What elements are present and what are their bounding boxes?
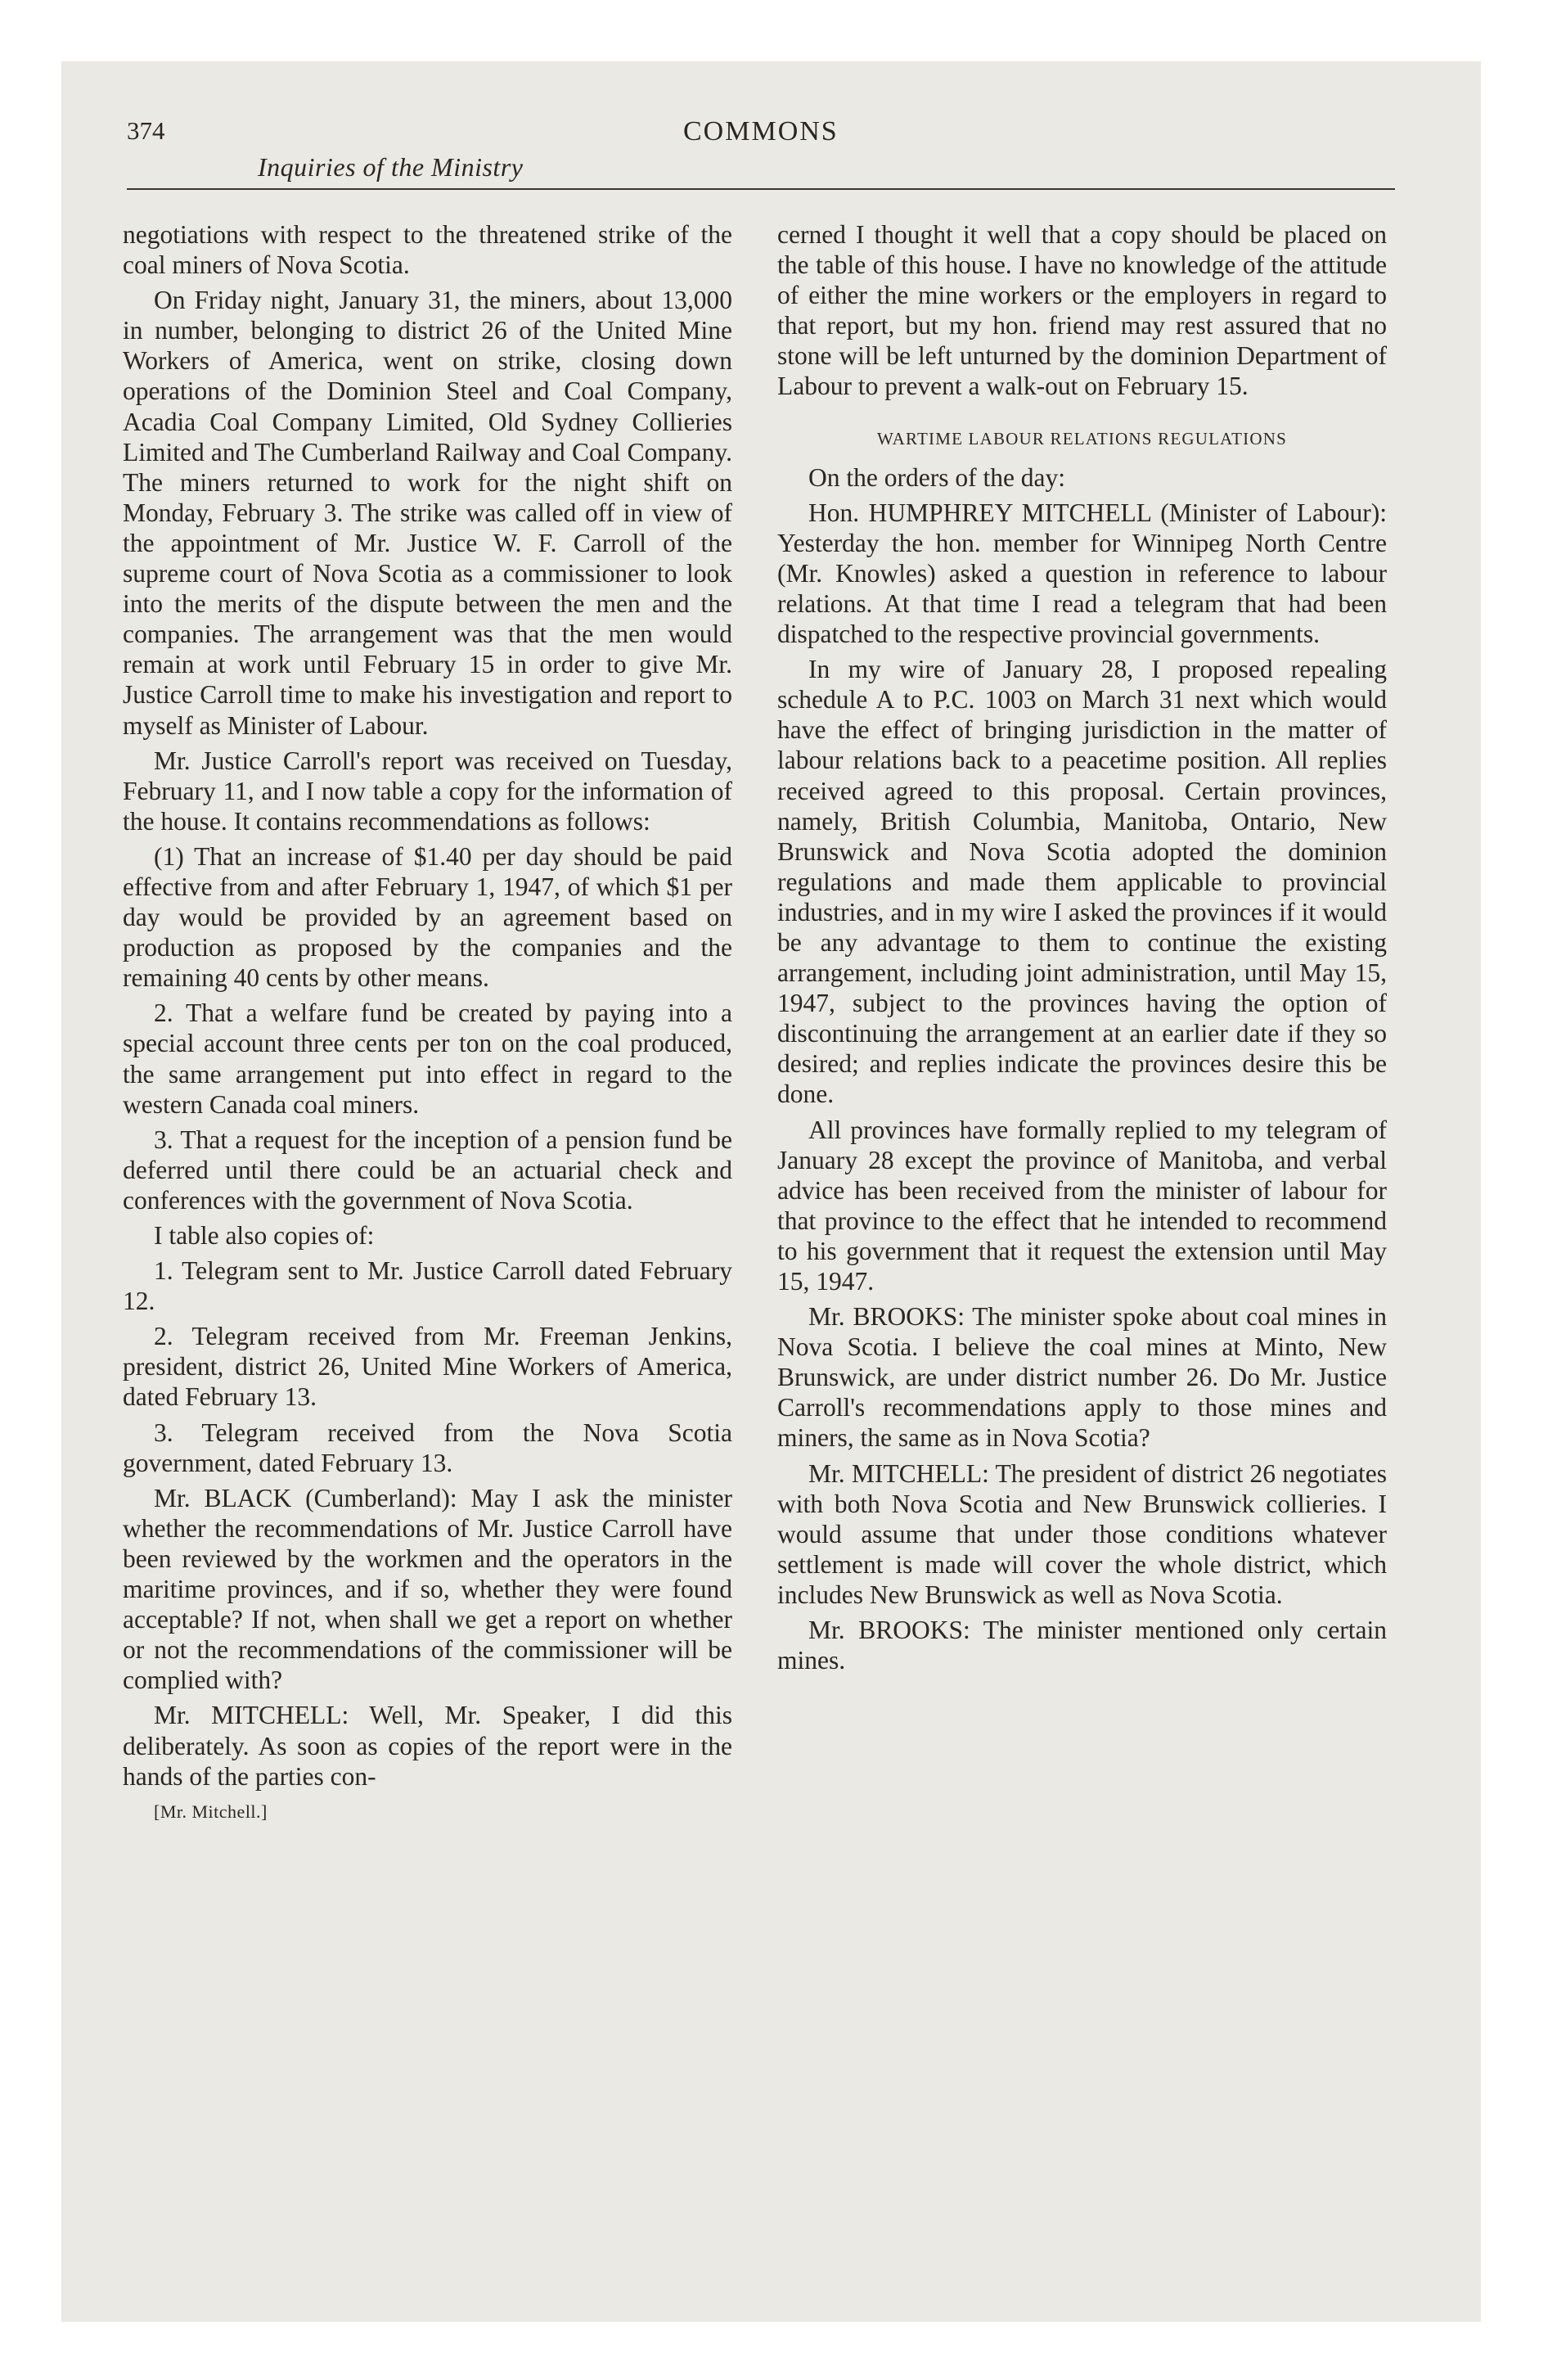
- paragraph: On Friday night, January 31, the miners, about 13,000 in number, belonging to district 26 of the United Mine Workers of America, went on strike, closing down operations of the Dominion Steel and Coal Company, Acadia Coal Company Limited, Old Sydney Collieries Limited and The Cumberland Railway and Coal Company. The miners returned to work for the night shift on Monday, February 3. The strike was called off in view of the appointment of Mr. Justice W. F. Carroll of the supreme court of Nova Scotia as a commissioner to look into the merits of the dispute between the men and the companies. The arrangement was that the men would remain at work until February 15 in order to give Mr. Justice Carroll time to make his investigation and report to myself as Minister of Labour.: [123, 286, 732, 740]
- paragraph: Mr. BROOKS: The minister mentioned only certain mines.: [777, 1616, 1387, 1675]
- recommendation-1: (1) That an increase of $1.40 per day should be paid effective from and after February 1, 1947, of which $1 per day would be provided by an agreement based on production as proposed by the companies and the remaining 40 cents by other means.: [123, 841, 732, 993]
- paragraph: cerned I thought it well that a copy should be placed on the table of this house. I have no knowledge of the attitude of either the mine workers or the employers in regard to that report, but my hon. friend may rest assured that no stone will be left unturned by the dominion Department of Labour to prevent a walk-out on February 15.: [777, 220, 1387, 401]
- paragraph: Hon. HUMPHREY MITCHELL (Minister of Labour): Yesterday the hon. member for Winnipeg North Centre (Mr. Knowles) asked a question in reference to labour relations. At that time I read a telegram that had been dispatched to the respective provincial governments.: [777, 498, 1387, 649]
- paragraph: On the orders of the day:: [808, 462, 1066, 492]
- section-heading: WARTIME LABOUR RELATIONS REGULATIONS: [876, 428, 1287, 449]
- footnote: [Mr. Mitchell.]: [154, 1801, 268, 1822]
- right-column: [777, 219, 1387, 1680]
- paragraph: Mr. BROOKS: The minister spoke about coal mines in Nova Scotia. I believe the coal mines at Minto, New Brunswick, are under district number 26. Do Mr. Justice Carroll's recommendations apply to those mines and miners, the same as in Nova Scotia?: [777, 1302, 1387, 1453]
- running-title: Inquiries of the Ministry: [258, 152, 524, 182]
- header-rule: [127, 188, 1395, 190]
- paragraph: I table also copies of:: [154, 1221, 375, 1250]
- left-column: [123, 219, 732, 1832]
- section-title: COMMONS: [683, 116, 839, 146]
- paragraph: Mr. Justice Carroll's report was received on Tuesday, February 11, and I now table a copy for the information of the house. It contains recommendations as follows:: [123, 746, 732, 836]
- paragraph: Mr. BLACK (Cumberland): May I ask the minister whether the recommendations of Mr. Justice Carroll have been reviewed by the workmen and the operators in the maritime provinces, and if so, whether they were found acceptable? If not, when shall we get a report on whether or not the recommendations of the commissioner will be complied with?: [123, 1483, 732, 1695]
- recommendation-3: 3. That a request for the inception of a pension fund be deferred until there could be an actuarial check and conferences with the government of Nova Scotia.: [123, 1125, 732, 1215]
- page-header: [127, 115, 1403, 188]
- paragraph: Mr. MITCHELL: The president of district 26 negotiates with both Nova Scotia and New Brunswick collieries. I would assume that under those conditions whatever settlement is made will cover the whole district, which includes New Brunswick as well as Nova Scotia.: [777, 1458, 1387, 1609]
- telegram-item-3: 3. Telegram received from the Nova Scotia government, dated February 13.: [123, 1418, 732, 1477]
- paragraph: All provinces have formally replied to my telegram of January 28 except the province of Manitoba, and verbal advice has been received from the minister of labour for that province to the effect that he intended to recommend to his government that it request the extension until May 15, 1947.: [777, 1115, 1387, 1296]
- page-number: 374: [127, 116, 165, 145]
- paragraph: In my wire of January 28, I proposed repealing schedule A to P.C. 1003 on March 31 next which would have the effect of bringing jurisdiction in the matter of labour relations back to a peacetime position. All replies received agreed to this proposal. Certain provinces, namely, British Columbia, Manitoba, Ontario, New Brunswick and Nova Scotia adopted the dominion regulations and made them applicable to provincial industries, and in my wire I asked the provinces if it would be any advantage to them to continue the existing arrangement, including joint administration, until May 15, 1947, subject to the provinces having the option of discontinuing the arrangement at an earlier date if they so desired; and replies indicate the provinces desire this be done.: [777, 655, 1387, 1109]
- recommendation-2: 2. That a welfare fund be created by paying into a special account three cents per ton on the coal produced, the same arrangement put into effect in regard to the western Canada coal miners.: [123, 998, 732, 1119]
- paragraph: Mr. MITCHELL: Well, Mr. Speaker, I did this deliberately. As soon as copies of the report were in the hands of the parties con-: [123, 1701, 732, 1791]
- paragraph: negotiations with respect to the threatened strike of the coal miners of Nova Scotia.: [123, 220, 732, 280]
- telegram-item-1: 1. Telegram sent to Mr. Justice Carroll dated February 12.: [123, 1256, 732, 1316]
- telegram-item-2: 2. Telegram received from Mr. Freeman Jenkins, president, district 26, United Mine Workers of America, dated February 13.: [123, 1322, 732, 1412]
